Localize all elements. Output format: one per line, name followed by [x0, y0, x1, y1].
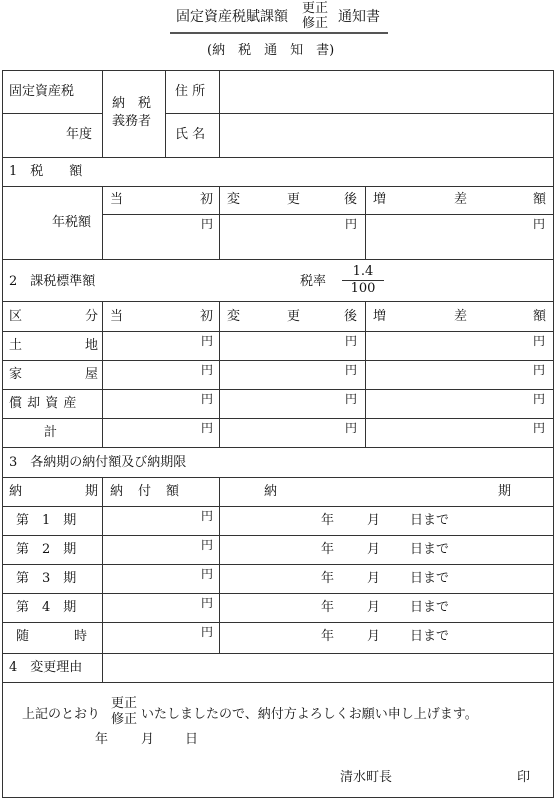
- col-after-2: 更: [287, 192, 301, 207]
- divider: [365, 186, 366, 259]
- col-after-3: 後: [344, 309, 358, 324]
- col-diff-3: 額: [533, 192, 547, 207]
- yen-unit: 円: [533, 334, 546, 348]
- yen-unit: 円: [201, 625, 214, 639]
- divider: [365, 301, 366, 447]
- divider: [2, 389, 554, 390]
- divider: [165, 113, 554, 114]
- divider: [102, 477, 103, 653]
- col-after-1: 変: [227, 309, 241, 324]
- notice-suffix: いたしましたので、納付方よろしくお願い申し上げます。: [141, 707, 478, 722]
- frame-bottom: [2, 797, 554, 798]
- name-field[interactable]: [221, 115, 551, 155]
- installment-3-label: 第 3 期: [16, 571, 77, 586]
- yen-unit: 円: [201, 334, 214, 348]
- yen-unit: 円: [201, 363, 214, 377]
- obligor-label-line1: 納 税: [112, 96, 152, 111]
- section4-heading: 4 変更理由: [9, 660, 83, 675]
- divider: [2, 418, 554, 419]
- col-initial-end: 初: [200, 192, 214, 207]
- col-after-2: 更: [287, 309, 301, 324]
- divider: [2, 301, 554, 302]
- divider: [2, 360, 554, 361]
- obligor-label-line2: 義務者: [112, 114, 152, 129]
- yen-unit: 円: [345, 421, 358, 435]
- divider: [2, 535, 554, 536]
- deadline-day-until: 日まで: [410, 542, 450, 557]
- tax-rate-numerator: 1.4: [352, 264, 374, 279]
- deadline-year: 年: [321, 542, 335, 557]
- yen-unit: 円: [201, 217, 214, 231]
- fiscal-year-label: 年度: [66, 127, 93, 142]
- col-category-start: 区: [9, 309, 23, 324]
- installment-1-label: 第 1 期: [16, 513, 77, 528]
- installment-2-label: 第 2 期: [16, 542, 77, 557]
- yen-unit: 円: [345, 363, 358, 377]
- notice-option-correction: 更正: [111, 696, 138, 711]
- annual-tax-label: 年税額: [52, 215, 92, 230]
- title-option-correction: 更正: [302, 1, 329, 16]
- divider: [2, 653, 554, 654]
- divider: [2, 506, 554, 507]
- title-suffix: 通知書: [338, 9, 380, 25]
- tax-type-label: 固定資産税: [9, 84, 75, 99]
- title-underline: [170, 32, 388, 34]
- yen-unit: 円: [201, 596, 214, 610]
- installment-any-label-start: 随: [16, 629, 30, 644]
- yen-unit: 円: [201, 421, 214, 435]
- deadline-year: 年: [321, 571, 335, 586]
- yen-unit: 円: [533, 421, 546, 435]
- divider: [2, 682, 554, 683]
- yen-unit: 円: [533, 363, 546, 377]
- deadline-month: 月: [367, 600, 381, 615]
- divider: [2, 186, 554, 187]
- tax-rate-fraction: [340, 265, 386, 296]
- yen-unit: 円: [201, 509, 214, 523]
- deadline-day-until: 日まで: [410, 600, 450, 615]
- section1-heading: 1 税 額: [9, 164, 83, 179]
- notice-option-amendment: 修正: [111, 712, 138, 727]
- row-land-label-end: 地: [85, 338, 99, 353]
- divider: [2, 331, 554, 332]
- yen-unit: 円: [201, 567, 214, 581]
- row-total-label: 計: [44, 425, 58, 440]
- notice-date-month: 月: [141, 732, 155, 747]
- notice-date-day: 日: [185, 732, 199, 747]
- col-payment-amount: 納 付 額: [110, 484, 181, 499]
- divider: [165, 70, 166, 158]
- deadline-year: 年: [321, 600, 335, 615]
- change-reason-field[interactable]: [104, 655, 552, 681]
- signer-title: 清水町長: [340, 770, 393, 785]
- row-land-label-start: 土: [9, 338, 23, 353]
- seal-mark: 印: [517, 770, 531, 785]
- yen-unit: 円: [201, 538, 214, 552]
- col-after-1: 変: [227, 192, 241, 207]
- col-diff-2: 差: [454, 309, 468, 324]
- notice-prefix: 上記のとおり: [22, 707, 101, 722]
- notice-date-year: 年: [95, 732, 109, 747]
- col-diff-2: 差: [454, 192, 468, 207]
- yen-unit: 円: [345, 334, 358, 348]
- installment-any-label-end: 時: [74, 629, 88, 644]
- frame-right: [553, 70, 554, 798]
- col-period-end: 期: [85, 484, 99, 499]
- divider: [2, 259, 554, 260]
- divider: [219, 70, 220, 158]
- col-diff-1: 増: [373, 309, 387, 324]
- yen-unit: 円: [201, 392, 214, 406]
- deadline-month: 月: [367, 571, 381, 586]
- col-period-start: 納: [9, 484, 23, 499]
- frame-left: [2, 70, 3, 798]
- section3-heading: 3 各納期の納付額及び納期限: [9, 455, 187, 470]
- deadline-day-until: 日まで: [410, 513, 450, 528]
- col-initial-end: 初: [200, 309, 214, 324]
- col-initial-start: 当: [110, 309, 124, 324]
- row-depreciable-label: 償 却 資 産: [9, 396, 77, 411]
- address-field[interactable]: [221, 72, 551, 112]
- divider: [219, 301, 220, 447]
- title-option-amendment: 修正: [302, 16, 329, 31]
- deadline-year: 年: [321, 629, 335, 644]
- col-deadline-start: 納: [264, 484, 278, 499]
- yen-unit: 円: [533, 217, 546, 231]
- frame-top: [2, 70, 554, 71]
- section2-heading: 2 課税標準額: [9, 274, 96, 289]
- divider: [102, 70, 103, 158]
- title-main: 固定資産税賦課額: [176, 9, 288, 25]
- name-label: 氏 名: [175, 127, 206, 142]
- divider: [2, 593, 554, 594]
- col-after-3: 後: [344, 192, 358, 207]
- deadline-day-until: 日まで: [410, 629, 450, 644]
- divider: [2, 447, 554, 448]
- divider: [219, 186, 220, 259]
- divider: [2, 157, 554, 158]
- tax-rate-denominator: 100: [350, 281, 376, 296]
- deadline-month: 月: [367, 629, 381, 644]
- deadline-day-until: 日まで: [410, 571, 450, 586]
- deadline-year: 年: [321, 513, 335, 528]
- address-label: 住 所: [175, 84, 206, 99]
- document-subtitle: (納 税 通 知 書): [207, 43, 335, 58]
- deadline-month: 月: [367, 513, 381, 528]
- divider: [102, 301, 103, 447]
- divider: [2, 113, 103, 114]
- col-deadline-end: 期: [498, 484, 512, 499]
- col-diff-1: 増: [373, 192, 387, 207]
- divider: [102, 214, 554, 215]
- divider: [102, 653, 103, 682]
- divider: [2, 622, 554, 623]
- divider: [102, 186, 103, 259]
- yen-unit: 円: [345, 217, 358, 231]
- yen-unit: 円: [533, 392, 546, 406]
- divider: [2, 477, 554, 478]
- deadline-month: 月: [367, 542, 381, 557]
- installment-4-label: 第 4 期: [16, 600, 77, 615]
- divider: [219, 477, 220, 653]
- row-house-label-start: 家: [9, 367, 23, 382]
- divider: [2, 564, 554, 565]
- yen-unit: 円: [345, 392, 358, 406]
- col-initial-start: 当: [110, 192, 124, 207]
- col-category-end: 分: [85, 309, 99, 324]
- row-house-label-end: 屋: [85, 367, 99, 382]
- col-diff-3: 額: [533, 309, 547, 324]
- tax-rate-label: 税率: [300, 274, 327, 289]
